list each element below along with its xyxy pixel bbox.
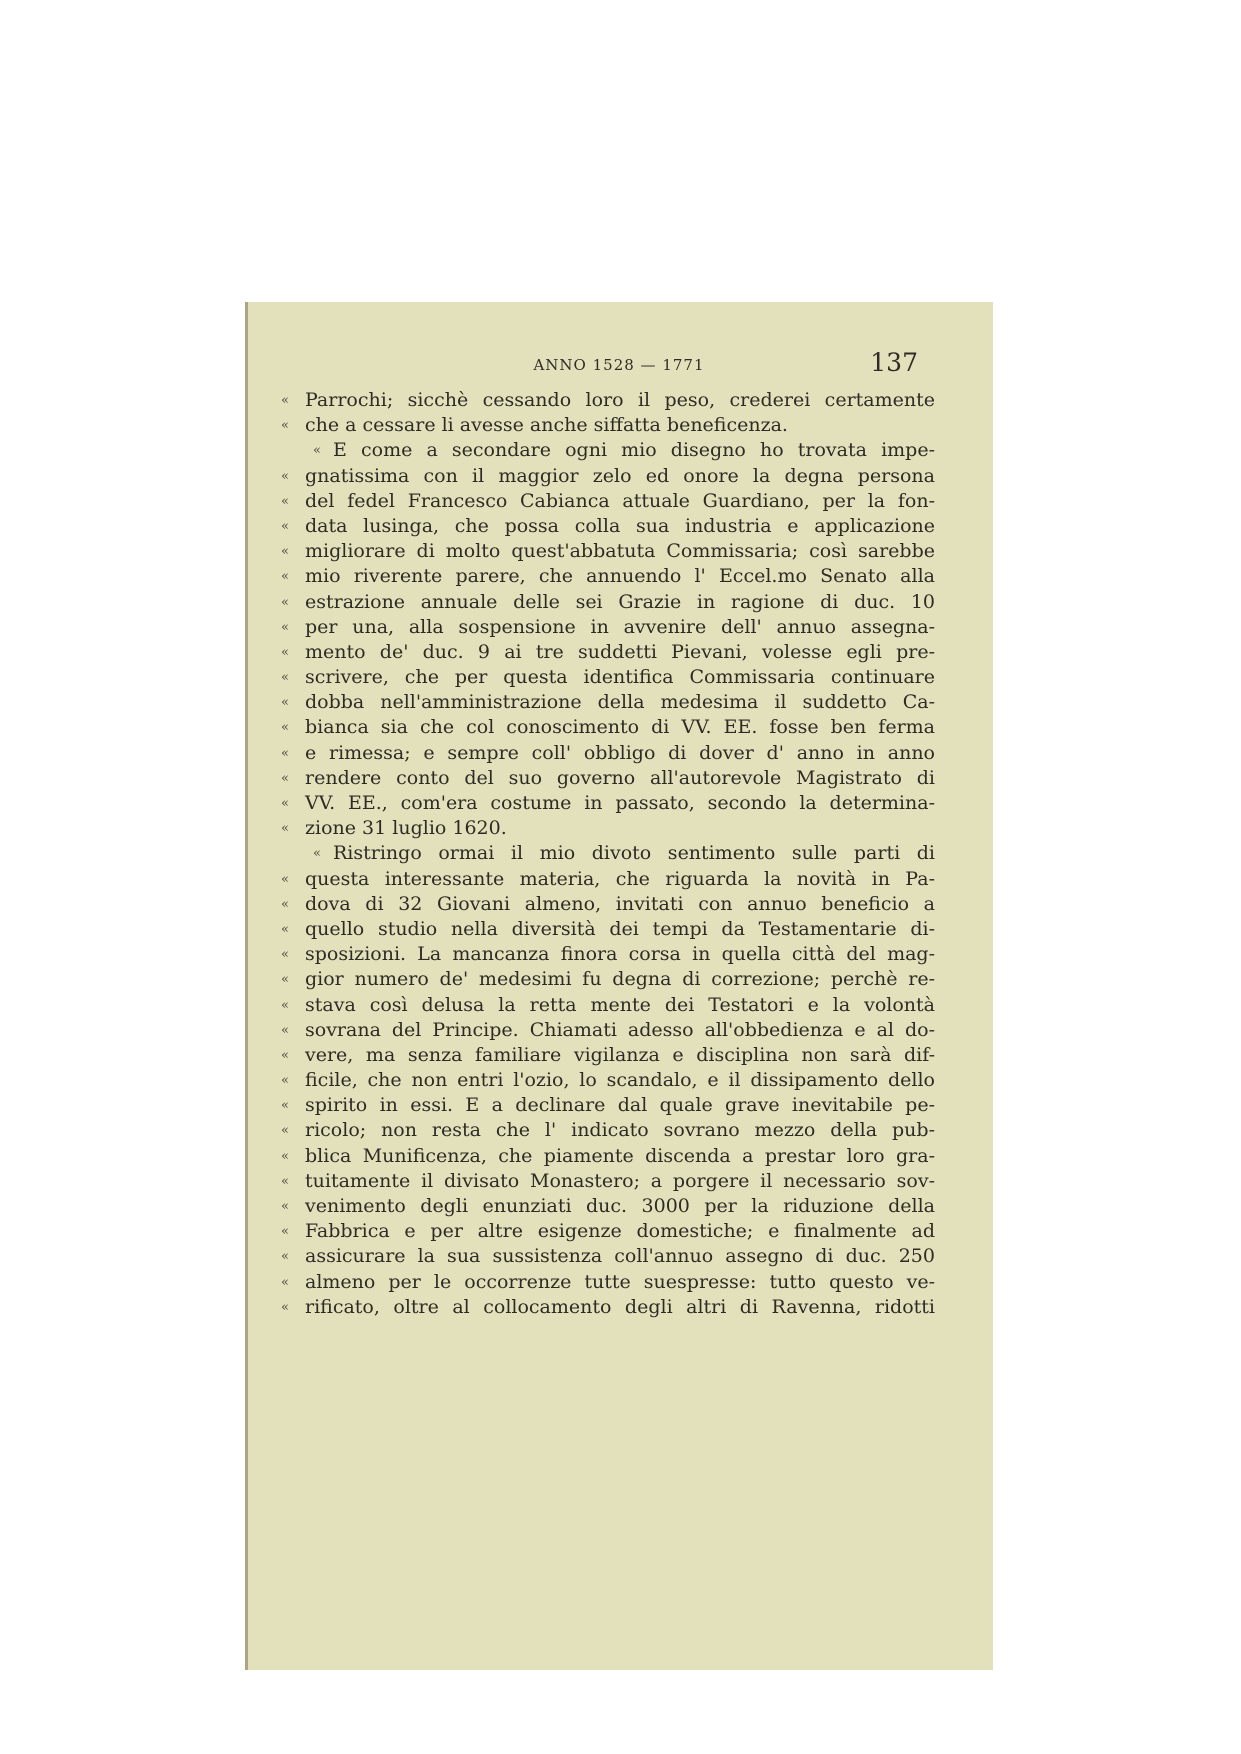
quote-mark: « bbox=[281, 1098, 289, 1114]
text-line bbox=[281, 539, 935, 564]
text-line bbox=[281, 1144, 935, 1169]
line-text: del fedel Francesco Cabianca attuale Guardiano, per la fon- bbox=[305, 489, 935, 512]
quote-mark: « bbox=[281, 670, 289, 686]
line-text: bianca sia che col conoscimento di VV. EE. fosse ben ferma bbox=[305, 716, 935, 739]
text-line bbox=[281, 590, 935, 615]
line-text: dobba nell'amministrazione della medesima il suddetto Ca- bbox=[305, 691, 935, 714]
body-text bbox=[281, 388, 935, 1320]
text-line bbox=[281, 1270, 935, 1295]
line-text: rendere conto del suo governo all'autorevole Magistrato di bbox=[305, 766, 935, 789]
quote-mark: « bbox=[281, 393, 289, 408]
line-text: ricolo; non resta che l' indicato sovrano mezzo della pub- bbox=[305, 1119, 935, 1142]
quote-mark: « bbox=[281, 1224, 289, 1240]
text-line bbox=[281, 665, 935, 690]
line-text: assicurare la sua sussistenza coll'annuo assegno di duc. 250 bbox=[305, 1245, 935, 1268]
line-text: e rimessa; e sempre coll' obbligo di dover d' anno in anno bbox=[305, 741, 935, 764]
text-line bbox=[281, 766, 935, 791]
text-line bbox=[281, 1093, 935, 1118]
quote-mark: « bbox=[313, 443, 321, 459]
quote-mark: « bbox=[281, 418, 289, 434]
line-text: E come a secondare ogni mio disegno ho trovata impe- bbox=[333, 439, 935, 462]
line-text: gior numero de' medesimi fu degna di correzione; perchè re- bbox=[305, 968, 935, 991]
quote-mark: « bbox=[281, 720, 289, 736]
text-line bbox=[281, 640, 935, 665]
line-text: questa interessante materia, che riguarda la novità in Pa- bbox=[305, 867, 935, 890]
text-line bbox=[281, 917, 935, 942]
text-line bbox=[281, 514, 935, 539]
text-line bbox=[281, 690, 935, 715]
quote-mark: « bbox=[281, 1173, 289, 1189]
line-text: vere, ma senza familiare vigilanza e disciplina non sarà dif- bbox=[305, 1043, 935, 1066]
text-line bbox=[281, 867, 935, 892]
line-text: mento de' duc. 9 ai tre suddetti Pievani, volesse egli pre- bbox=[305, 640, 935, 663]
quote-mark: « bbox=[281, 896, 289, 912]
text-line bbox=[281, 388, 935, 413]
book-page bbox=[245, 302, 993, 1670]
quote-mark: « bbox=[281, 1047, 289, 1063]
quote-mark: « bbox=[281, 947, 289, 963]
quote-mark: « bbox=[281, 468, 289, 484]
line-text: data lusinga, che possa colla sua industria e applicazione bbox=[305, 514, 935, 537]
quote-mark: « bbox=[281, 1299, 289, 1315]
line-text: per una, alla sospensione in avvenire dell' annuo assegna- bbox=[305, 615, 935, 638]
text-line bbox=[281, 1295, 935, 1320]
line-text: blica Munificenza, che piamente discenda a prestar loro gra- bbox=[305, 1144, 935, 1167]
quote-mark: « bbox=[281, 821, 289, 837]
text-line bbox=[281, 1169, 935, 1194]
line-text: sovrana del Principe. Chiamati adesso all'obbedienza e al do- bbox=[305, 1018, 935, 1041]
text-line bbox=[281, 1194, 935, 1219]
line-text: Parrochi; sicchè cessando loro il peso, crederei certamente bbox=[305, 389, 935, 411]
text-line bbox=[281, 741, 935, 766]
quote-mark: « bbox=[281, 619, 289, 635]
text-line bbox=[281, 1118, 935, 1143]
line-text: sposizioni. La mancanza finora corsa in quella città del mag- bbox=[305, 943, 935, 966]
line-text: almeno per le occorrenze tutte suespresse: tutto questo ve- bbox=[305, 1270, 935, 1293]
quote-mark: « bbox=[281, 796, 289, 811]
quote-mark: « bbox=[281, 1148, 289, 1164]
quote-mark: « bbox=[281, 921, 289, 937]
quote-mark: « bbox=[313, 846, 321, 862]
quote-mark: « bbox=[281, 745, 289, 761]
page-header bbox=[245, 348, 993, 378]
line-text: VV. EE., com'era costume in passato, secondo la determina- bbox=[305, 792, 935, 814]
quote-mark: « bbox=[281, 770, 289, 786]
line-text: mio riverente parere, che annuendo l' Eccel.mo Senato alla bbox=[305, 565, 935, 588]
text-line bbox=[281, 464, 935, 489]
text-line bbox=[305, 841, 935, 866]
text-line bbox=[281, 791, 935, 816]
line-text: migliorare di molto quest'abbatuta Commissaria; così sarebbe bbox=[305, 540, 935, 563]
text-line bbox=[281, 892, 935, 917]
line-text: gnatissima con il maggior zelo ed onore la degna persona bbox=[305, 464, 935, 487]
text-line bbox=[281, 816, 935, 841]
line-text: scrivere, che per questa identifica Commissaria continuare bbox=[305, 666, 935, 689]
line-text: dova di 32 Giovani almeno, invitati con annuo beneficio a bbox=[305, 892, 935, 915]
line-text: quello studio nella diversità dei tempi da Testamentarie di- bbox=[305, 917, 935, 940]
quote-mark: « bbox=[281, 1022, 289, 1038]
quote-mark: « bbox=[281, 1073, 289, 1089]
text-line bbox=[281, 1043, 935, 1068]
running-head: ANNO 1528 — 1771 bbox=[533, 356, 705, 374]
text-line bbox=[281, 1219, 935, 1244]
quote-mark: « bbox=[281, 871, 289, 887]
line-text: Fabbrica e per altre esigenze domestiche; e finalmente ad bbox=[305, 1220, 935, 1243]
text-line bbox=[281, 942, 935, 967]
text-line bbox=[281, 564, 935, 589]
quote-mark: « bbox=[281, 644, 289, 660]
line-text: tuitamente il divisato Monastero; a porgere il necessario sov- bbox=[305, 1169, 935, 1192]
quote-mark: « bbox=[281, 544, 289, 560]
page-number: 137 bbox=[870, 348, 918, 377]
quote-mark: « bbox=[281, 972, 289, 988]
line-text: venimento degli enunziati duc. 3000 per la riduzione della bbox=[305, 1195, 935, 1217]
line-text: rificato, oltre al collocamento degli altri di Ravenna, ridotti bbox=[305, 1295, 935, 1318]
quote-mark: « bbox=[281, 1123, 289, 1139]
quote-mark: « bbox=[281, 1199, 289, 1214]
quote-mark: « bbox=[281, 518, 289, 534]
line-text: stava così delusa la retta mente dei Testatori e la volontà bbox=[305, 993, 935, 1016]
line-text: zione 31 luglio 1620. bbox=[305, 817, 507, 840]
quote-mark: « bbox=[281, 1249, 289, 1265]
text-line bbox=[305, 438, 935, 463]
line-text: estrazione annuale delle sei Grazie in ragione di duc. 10 bbox=[305, 590, 935, 613]
quote-mark: « bbox=[281, 1274, 289, 1290]
quote-mark: « bbox=[281, 594, 289, 610]
line-text: che a cessare li avesse anche siffatta beneficenza. bbox=[305, 414, 788, 437]
quote-mark: « bbox=[281, 569, 289, 585]
quote-mark: « bbox=[281, 997, 289, 1013]
quote-mark: « bbox=[281, 695, 289, 711]
text-line bbox=[281, 993, 935, 1018]
text-line bbox=[281, 1244, 935, 1269]
line-text: ficile, che non entri l'ozio, lo scandalo, e il dissipamento dello bbox=[305, 1069, 935, 1092]
text-line bbox=[281, 1018, 935, 1043]
text-line bbox=[281, 967, 935, 992]
text-line bbox=[281, 615, 935, 640]
line-text: Ristringo ormai il mio divoto sentimento sulle parti di bbox=[333, 842, 935, 865]
quote-mark: « bbox=[281, 493, 289, 509]
text-line bbox=[281, 489, 935, 514]
text-line bbox=[281, 715, 935, 740]
text-line bbox=[281, 413, 935, 438]
line-text: spirito in essi. E a declinare dal quale grave inevitabile pe- bbox=[305, 1094, 935, 1117]
text-line bbox=[281, 1068, 935, 1093]
